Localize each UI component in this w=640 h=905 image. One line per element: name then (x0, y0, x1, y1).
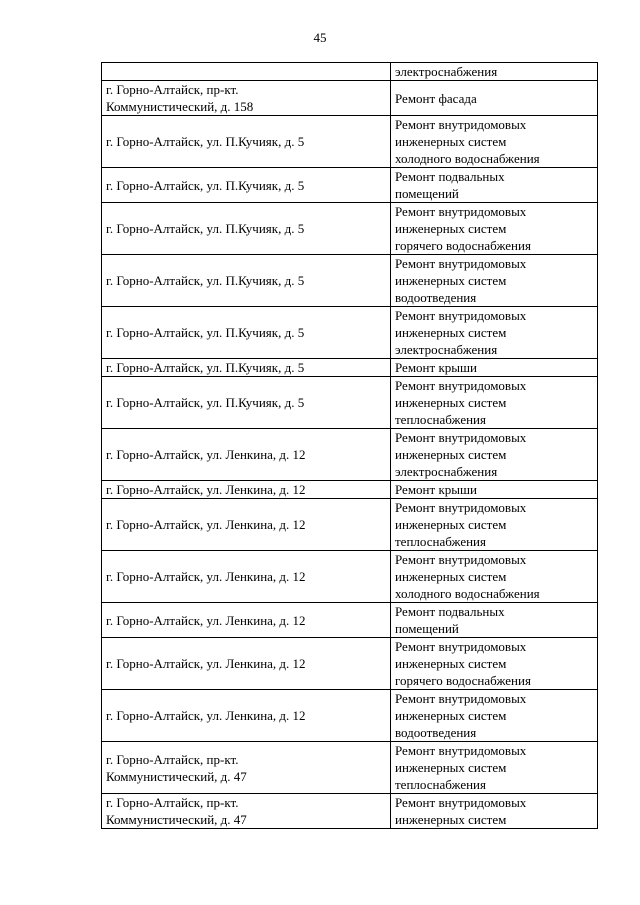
address-cell: г. Горно-Алтайск, ул. Ленкина, д. 12 (102, 638, 391, 690)
work-type-cell: Ремонт внутридомовых инженерных систем электроснабжения (391, 307, 598, 359)
table-row (102, 603, 598, 638)
address-cell: г. Горно-Алтайск, ул. П.Кучияк, д. 5 (102, 255, 391, 307)
address-cell: г. Горно-Алтайск, пр-кт. Коммунистический, д. 158 (102, 81, 391, 116)
address-cell: г. Горно-Алтайск, ул. Ленкина, д. 12 (102, 690, 391, 742)
work-type-cell: Ремонт подвальных помещений (391, 603, 598, 638)
address-cell: г. Горно-Алтайск, ул. Ленкина, д. 12 (102, 481, 391, 499)
work-type-cell: Ремонт внутридомовых инженерных систем теплоснабжения (391, 377, 598, 429)
work-type-cell: Ремонт внутридомовых инженерных систем холодного водоснабжения (391, 551, 598, 603)
table-row (102, 81, 598, 116)
work-type-cell: Ремонт внутридомовых инженерных систем (391, 794, 598, 829)
address-cell: г. Горно-Алтайск, ул. П.Кучияк, д. 5 (102, 116, 391, 168)
table-row (102, 168, 598, 203)
table-row (102, 116, 598, 168)
work-type-cell: Ремонт подвальных помещений (391, 168, 598, 203)
address-cell: г. Горно-Алтайск, ул. П.Кучияк, д. 5 (102, 359, 391, 377)
work-type-cell: Ремонт фасада (391, 81, 598, 116)
works-table (101, 62, 598, 829)
work-type-cell: Ремонт внутридомовых инженерных систем водоотведения (391, 690, 598, 742)
table-row (102, 429, 598, 481)
table-row (102, 499, 598, 551)
table-row (102, 742, 598, 794)
address-cell: г. Горно-Алтайск, пр-кт. Коммунистический, д. 47 (102, 794, 391, 829)
work-type-cell: Ремонт внутридомовых инженерных систем горячего водоснабжения (391, 203, 598, 255)
table-row (102, 551, 598, 603)
table-row (102, 63, 598, 81)
address-cell: г. Горно-Алтайск, ул. Ленкина, д. 12 (102, 551, 391, 603)
work-type-cell: Ремонт внутридомовых инженерных систем теплоснабжения (391, 499, 598, 551)
table-row (102, 307, 598, 359)
work-type-cell: Ремонт крыши (391, 481, 598, 499)
table-row (102, 203, 598, 255)
work-type-cell: Ремонт внутридомовых инженерных систем холодного водоснабжения (391, 116, 598, 168)
work-type-cell: Ремонт внутридомовых инженерных систем теплоснабжения (391, 742, 598, 794)
work-type-cell: Ремонт крыши (391, 359, 598, 377)
table-row (102, 255, 598, 307)
table-row (102, 359, 598, 377)
table-row (102, 481, 598, 499)
address-cell: г. Горно-Алтайск, ул. П.Кучияк, д. 5 (102, 168, 391, 203)
work-type-cell: электроснабжения (391, 63, 598, 81)
table-row (102, 377, 598, 429)
address-cell: г. Горно-Алтайск, ул. П.Кучияк, д. 5 (102, 377, 391, 429)
works-table-body (102, 63, 598, 829)
address-cell: г. Горно-Алтайск, ул. П.Кучияк, д. 5 (102, 307, 391, 359)
table-row (102, 794, 598, 829)
work-type-cell: Ремонт внутридомовых инженерных систем горячего водоснабжения (391, 638, 598, 690)
address-cell: г. Горно-Алтайск, ул. Ленкина, д. 12 (102, 499, 391, 551)
address-cell: г. Горно-Алтайск, ул. Ленкина, д. 12 (102, 603, 391, 638)
address-cell (102, 63, 391, 81)
table-row (102, 690, 598, 742)
address-cell: г. Горно-Алтайск, ул. Ленкина, д. 12 (102, 429, 391, 481)
address-cell: г. Горно-Алтайск, ул. П.Кучияк, д. 5 (102, 203, 391, 255)
table-row (102, 638, 598, 690)
work-type-cell: Ремонт внутридомовых инженерных систем электроснабжения (391, 429, 598, 481)
work-type-cell: Ремонт внутридомовых инженерных систем водоотведения (391, 255, 598, 307)
address-cell: г. Горно-Алтайск, пр-кт. Коммунистический, д. 47 (102, 742, 391, 794)
page-number: 45 (313, 30, 327, 45)
